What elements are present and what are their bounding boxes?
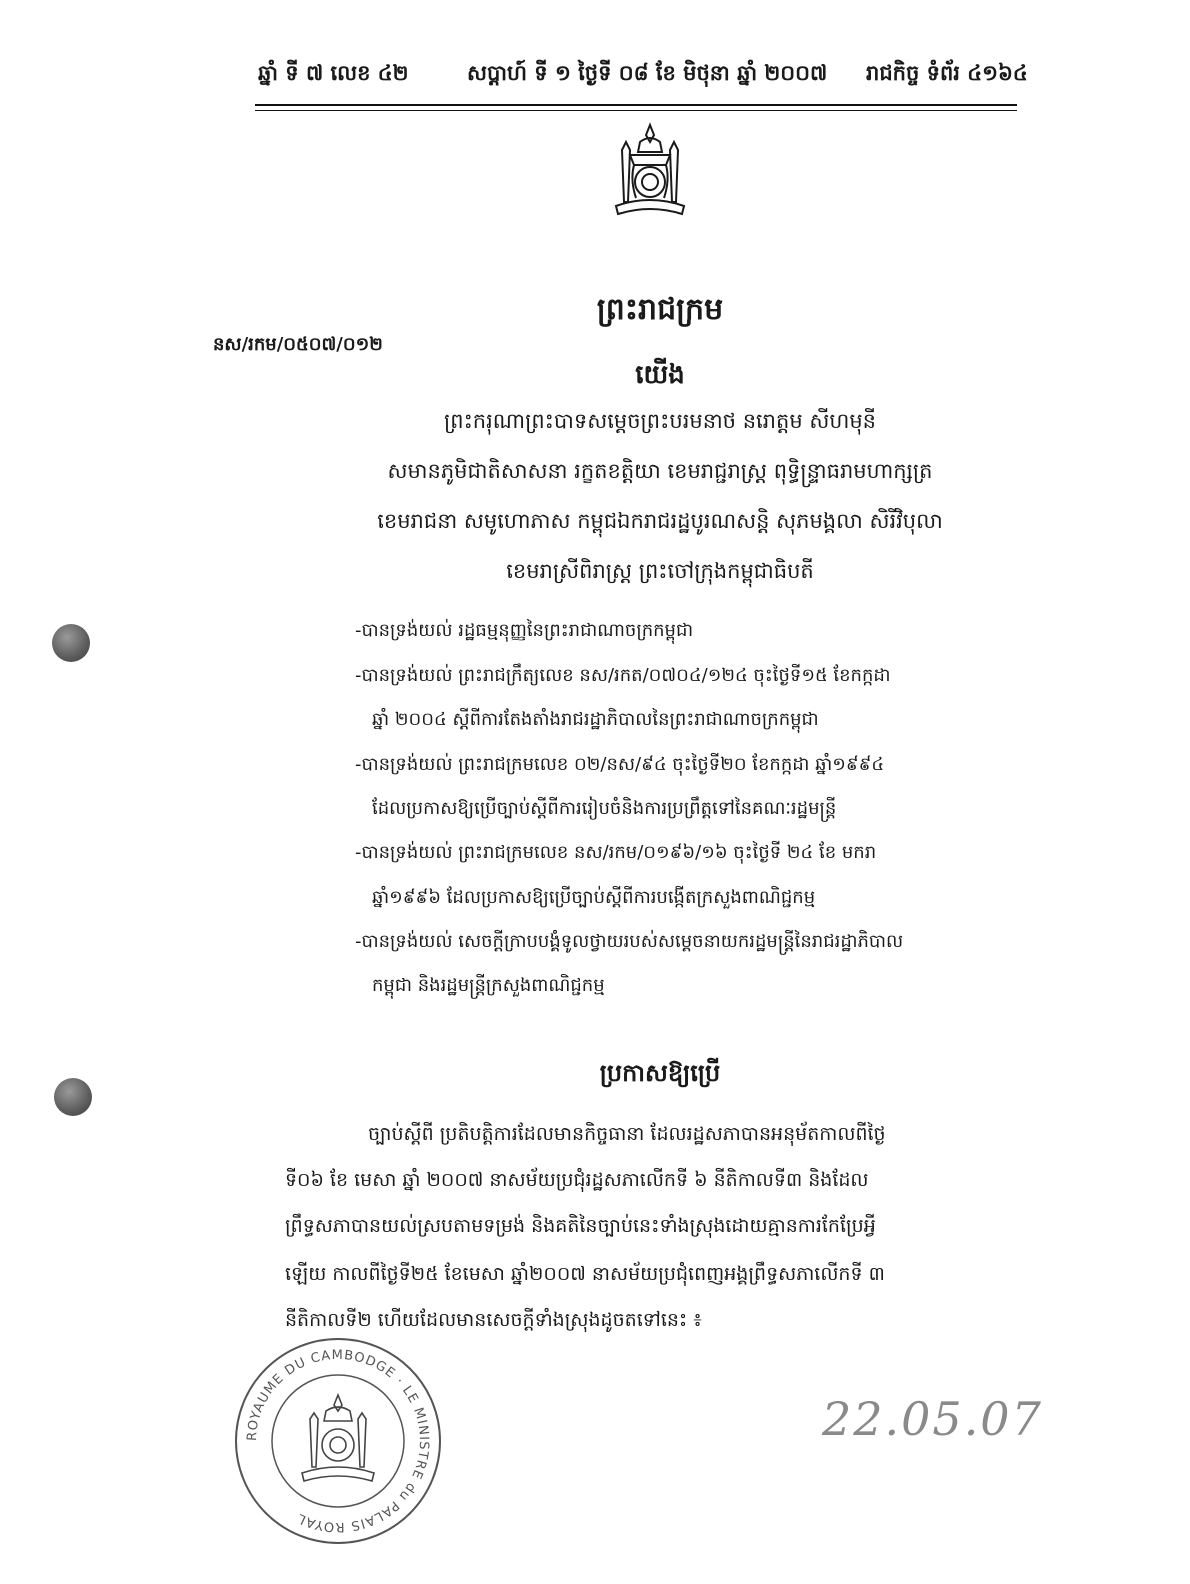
body-line-4: ឡើយ កាលពីថ្ងៃទី២៥ ខែមេសា ឆ្នាំ២០០៧ នាសម័យប្រជុំពេញអង្គព្រឹទ្ធសភាលើកទី ៣ — [285, 1263, 885, 1285]
consideration-5: -បានទ្រង់យល់ សេចក្តីក្រាបបង្គំទូលថ្វាយរបស់សម្តេចនាយករដ្ឋមន្ត្រីនៃរាជរដ្ឋាភិបាល — [355, 931, 904, 952]
body-line-2: ទី០៦ ខែ មេសា ឆ្នាំ ២០០៧ នាសម័យប្រជុំរដ្ឋសភាលើកទី ៦ នីតិកាលទី៣ និងដែល — [285, 1169, 869, 1191]
header-rule-bottom — [255, 110, 1017, 111]
consideration-4: -បានទ្រង់យល់ ព្រះរាជក្រមលេខ នស/រកម/០១៩៦/១៦ ចុះថ្ងៃទី ២៤ ខែ មករា — [355, 842, 877, 863]
decree-we: យើង — [635, 360, 685, 390]
svg-text:ROYAUME DU CAMBODGE · LE MINIS: ROYAUME DU CAMBODGE · LE MINISTRE du PALAIS ROYAL — [244, 1347, 432, 1535]
body-line-3: ព្រឹទ្ធសភាបានយល់ស្របតាមទម្រង់ និងគតិនៃច្បាប់នេះទាំងស្រុងដោយគ្មានការកែប្រែអ្វី — [285, 1215, 876, 1237]
consideration-2: -បានទ្រង់យល់ ព្រះរាជក្រឹត្យលេខ នស/រកត/០៧០៤/១២៤ ចុះថ្ងៃទី១៥ ខែកក្កដា — [355, 665, 891, 686]
consideration-2-cont: ឆ្នាំ ២០០៤ ស្តីពីការតែងតាំងរាជរដ្ឋាភិបាលនៃព្រះរាជាណាចក្រកម្ពុជា — [372, 709, 819, 730]
consideration-5-cont: កម្ពុជា និងរដ្ឋមន្ត្រីក្រសួងពាណិជ្ជកម្ម — [372, 975, 605, 996]
handwritten-date: 22.05.07 — [822, 1392, 1043, 1446]
gazette-week-date: សប្តាហ៍ ទី ១ ថ្ងៃទី ០៨ ខែ មិថុនា ឆ្នាំ ២០០៧ — [467, 61, 828, 85]
decree-reference-number: នស/រកម/០៥០៧/០១២ — [213, 334, 383, 355]
consideration-3: -បានទ្រង់យល់ ព្រះរាជក្រមលេខ ០២/នស/៩៤ ចុះថ្ងៃទី២០ ខែកក្កដា ឆ្នាំ១៩៩៤ — [355, 754, 885, 775]
consideration-4-cont: ឆ្នាំ១៩៩៦ ដែលប្រកាសឱ្យប្រើច្បាប់ស្តីពីការបង្កើតក្រសួងពាណិជ្ជកម្ម — [372, 887, 816, 908]
king-title-line-3: ខេមរាជនា សមូហោភាស កម្ពុជឯករាជរដ្ឋបូរណសន្តិ សុភមង្គលា សិរីវិបុលា — [377, 509, 943, 533]
consideration-1: -បានទ្រង់យល់ រដ្ឋធម្មនុញ្ញនៃព្រះរាជាណាចក្រកម្ពុជា — [355, 620, 694, 641]
gazette-page: រាជកិច្ច ទំព័រ ៤១៦៤ — [866, 61, 1028, 85]
body-line-5: នីតិកាលទី២ ហើយដែលមានសេចក្តីទាំងស្រុងដូចតទៅនេះ ៖ — [285, 1309, 702, 1331]
king-title-line-2: សមានភូមិជាតិសាសនា រក្ខតខត្តិយា ខេមរាជ្ជរាស្ត្រ ពុទ្ធិន្ទ្រាធរាមហាក្សត្រ — [387, 459, 933, 483]
header-rule-top — [255, 104, 1017, 106]
body-line-1: ច្បាប់ស្តីពី ប្រតិបត្តិការដែលមានកិច្ចធានា ដែលរដ្ឋសភាបានអនុម័តកាលពីថ្ងៃ — [368, 1123, 886, 1145]
royal-coat-of-arms-icon — [600, 120, 700, 220]
punch-hole-lower — [54, 1078, 92, 1116]
gazette-year-issue: ឆ្នាំ ទី ៧ លេខ ៤២ — [258, 61, 409, 85]
consideration-3-cont: ដែលប្រកាសឱ្យប្រើច្បាប់ស្តីពីការរៀបចំនិងការប្រព្រឹត្តទៅនៃគណៈរដ្ឋមន្ត្រី — [372, 798, 837, 819]
king-title-line-4: ខេមរាស្រីពិរាស្ត្រ ព្រះចៅក្រុងកម្ពុជាធិបតី — [506, 559, 814, 583]
official-seal-stamp-icon — [232, 1335, 444, 1547]
king-title-line-1: ព្រះករុណាព្រះបាទសម្តេចព្រះបរមនាថ នរោត្តម សីហមុនី — [443, 409, 877, 433]
decree-title: ព្រះរាជក្រម — [596, 292, 724, 327]
punch-hole-upper — [52, 624, 90, 662]
promulgate-heading: ប្រកាសឱ្យប្រើ — [599, 1059, 721, 1087]
